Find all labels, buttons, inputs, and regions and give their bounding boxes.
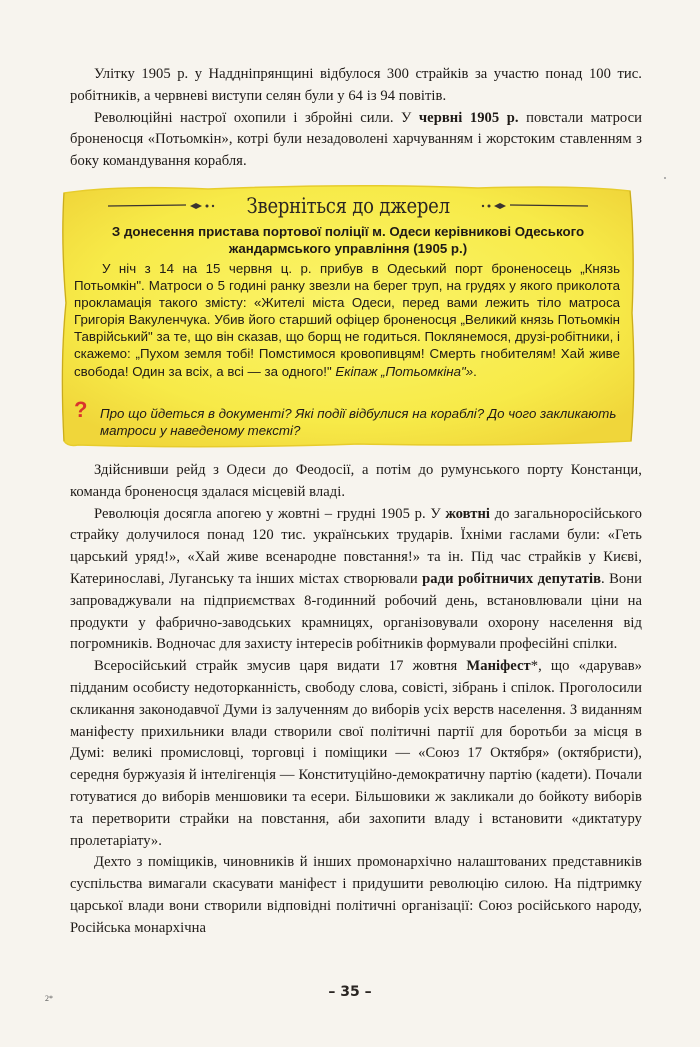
text-run: Революційні настрої охопили і збройні сили. У bbox=[94, 109, 419, 126]
question-mark-icon: ? bbox=[74, 397, 88, 422]
intro-paragraph-2 bbox=[70, 108, 642, 173]
page-number: – 35 – bbox=[328, 984, 372, 1000]
intro-section bbox=[70, 64, 642, 173]
text-run: Всеросійський страйк змусив царя видати 17 жовтня bbox=[94, 658, 467, 675]
quote-end: . bbox=[473, 363, 477, 379]
source-question bbox=[74, 397, 620, 439]
margin-speck bbox=[664, 177, 666, 179]
source-subtitle: З донесення пристава портової поліції м. Одеси керівникові Одеського жандармського управління (1905 р.) bbox=[111, 224, 585, 256]
main-paragraph-1: Здійснивши рейд з Одеси до Феодосії, а потім до румунського порту Констанци, команда броненосця здалася місцевій владі. bbox=[70, 462, 642, 500]
bold-date: червні 1905 р. bbox=[418, 109, 519, 126]
main-section bbox=[70, 460, 642, 940]
question-text: Про що йдеться в документі? Які події відбулися на кораблі? До чого закликають матроси у наведеному тексті? bbox=[100, 406, 617, 439]
source-quote bbox=[74, 260, 620, 380]
intro-paragraph-1: Улітку 1905 р. у Наддніпрянщині відбулося 300 страйків за участю понад 100 тис. робітників, а червневі виступи селян були у 64 із 94 повітів. bbox=[70, 66, 642, 104]
signature-mark: 2* bbox=[45, 994, 53, 1003]
quote-signature: Екіпаж „Потьомкіна"» bbox=[335, 363, 474, 379]
main-paragraph-3 bbox=[70, 656, 642, 852]
text-run: Революція досягла апогею у жовтні – грудні 1905 р. У bbox=[94, 505, 446, 522]
bold-term: ради робітничих депутатів bbox=[422, 570, 601, 587]
bold-term: жовтні bbox=[445, 505, 491, 522]
quote-text: У ніч з 14 на 15 червня ц. р. прибув в Одеський порт броненосець „Князь Потьомкін". Матроси о 5 годині ранку звезли на берег труп, на грудях у якого приколота прокламація такого змісту: «Жителі міста Одеси, перед вами лежить тіло матроса Григорія Вакуленчука. Убив його старший офіцер броненосця „Великий князь Потьомкін Таврійський" за те, що він сказав, що борщ не годиться. Поклянемося, друзі-робітники, і скажемо: „Пухом земля тобі! Помстимося кровопивцям! Смерть гнобителям! Хай живе свобода! Один за всіх, а всі — за одного!" bbox=[74, 261, 620, 379]
text-run: . Вони запроваджували на підприємствах 8-годинний робочий день, встановлювали ціни на продукти у фабрично-заводських крамницях, організовували охорону населення від погромників. Водночас для захисту інтересів робітників формували професійні спілки. bbox=[70, 570, 642, 653]
text-run: *, що «дарував» підданим особисту недоторканність, свободу слова, совісті, зібрань і спілок. Проголосили скликання законодавчої Думи із залученням до виборів усіх верств населення. З виданням маніфесту прихильники влади створили свої політичні партії для боротьби за місця в Думі: великі промисловці, торговці і поміщики — «Союз 17 Октября» (октябристи), середня буржуазія й інтелігенція — Конституційно-демократичну партію (кадети). Почали готуватися до виборів меншовики та есери. Більшовики ж закликали до бойкоту виборів та перетворити страйки на повстання, аби захопити владу і встановити «диктатуру пролетаріату». bbox=[70, 658, 642, 849]
main-paragraph-4: Дехто з поміщиків, чиновників й інших промонархічно налаштованих представників суспільства вимагали скасувати маніфест і придушити революцію силою. На підтримку царської влади вони створили відповідні політичні організації: Союз російського народу, Російська монархічна bbox=[70, 854, 642, 936]
bold-term: Маніфест bbox=[466, 658, 531, 675]
text-run: до загальноросійського страйку долучилося понад 120 тис. українських трударів. Їхніми гаслами були: «Геть царський уряд!», «Хай живе всенародне повстання!» та ін. Під час страйків у Києві, Катеринославі, Луганську та інших містах створювали bbox=[70, 505, 643, 587]
right-ornament-icon bbox=[478, 201, 588, 211]
text-run: повстали матроси броненосця «Потьомкін», котрі були незадоволені харчуванням і жорстоким ставленням з боку командування корабля. bbox=[70, 109, 643, 170]
main-paragraph-2 bbox=[70, 504, 642, 657]
source-header bbox=[58, 190, 638, 222]
source-box bbox=[58, 183, 638, 451]
left-ornament-icon bbox=[108, 201, 218, 211]
source-title: Зверніться до джерел bbox=[246, 194, 450, 218]
